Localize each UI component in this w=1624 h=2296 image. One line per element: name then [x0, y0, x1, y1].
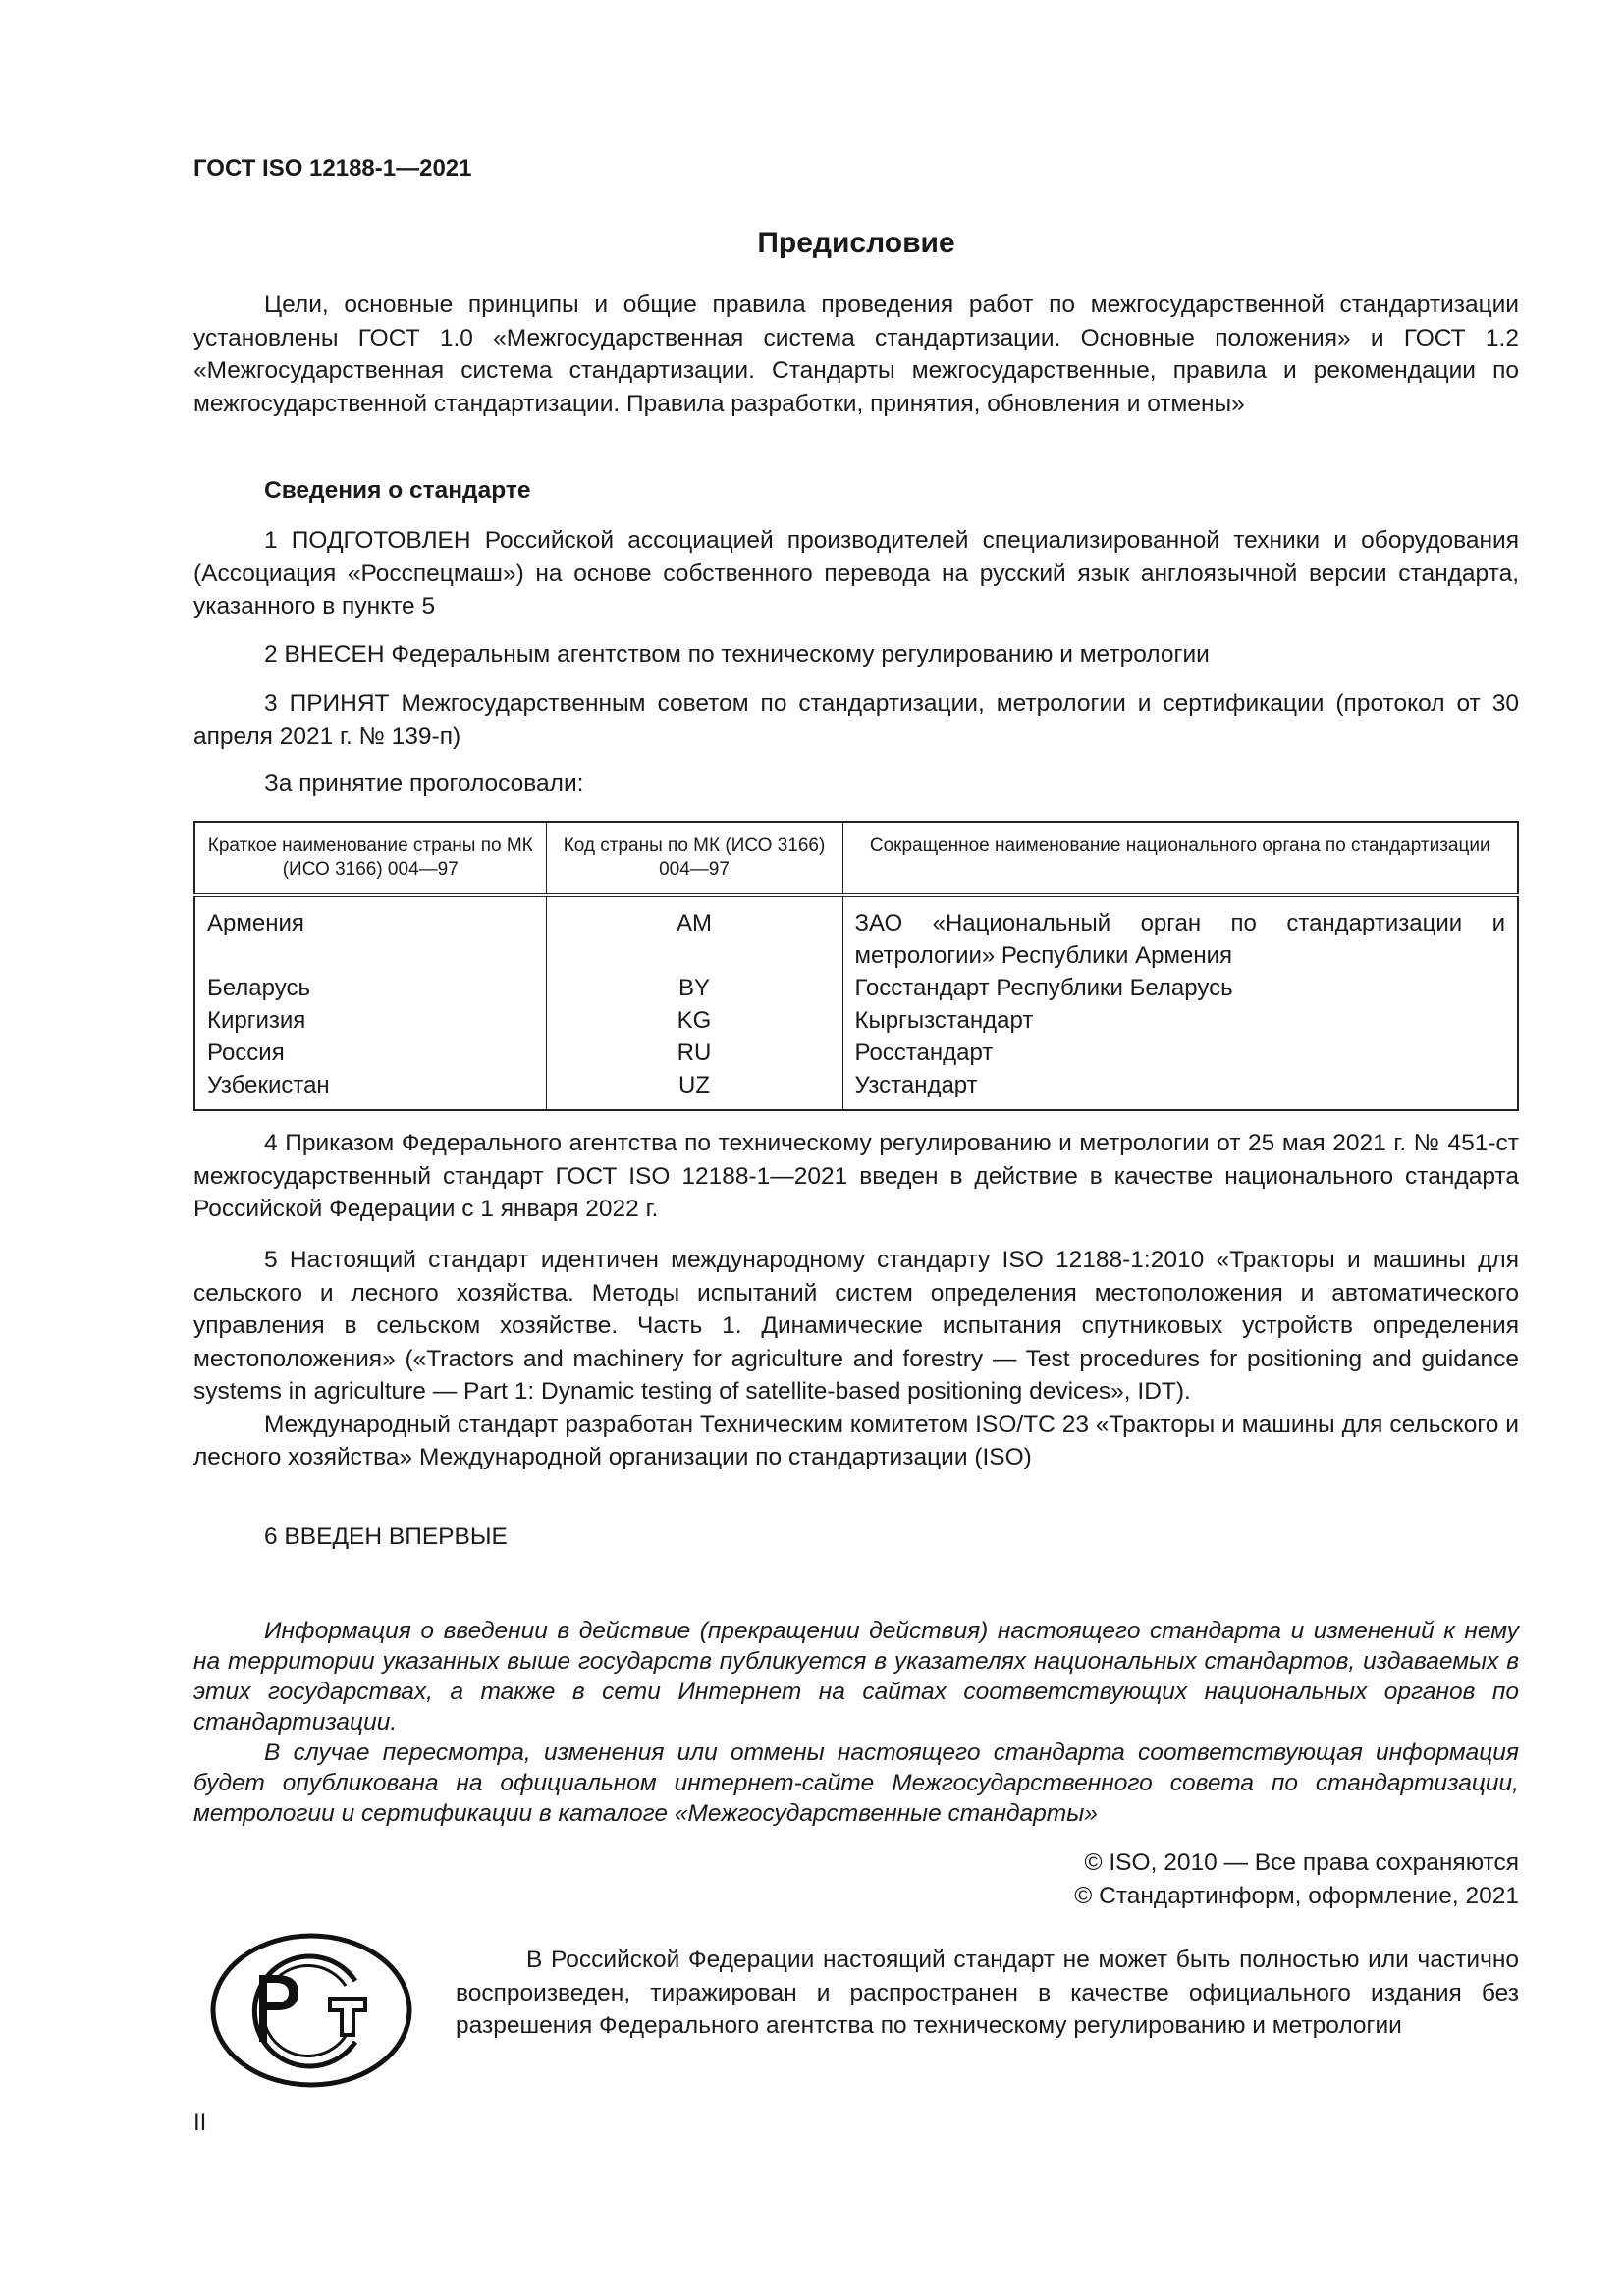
item-2	[193, 638, 1519, 671]
table-header: Краткое наименование страны по МК (ИСО 3166) 004—97	[194, 822, 546, 895]
item-3-text: 3 ПРИНЯТ Межгосударственным советом по стандартизации, метрологии и сертификации (протокол от 30 апреля 2021 г. № 139-п)	[193, 690, 1519, 750]
copyright-publisher: © Стандартинформ, оформление, 2021	[1074, 1882, 1519, 1909]
item-4	[193, 1127, 1519, 1226]
table-row	[194, 1004, 1518, 1037]
item-4-text: 4 Приказом Федерального агентства по техническому регулированию и метрологии от 25 мая 2021 г. № 451-ст межгосударственный стандарт ГОСТ ISO 12188-1—2021 введен в действие в качестве национального стандарта Российской Федерации с 1 января 2022 г.	[193, 1130, 1519, 1222]
item-1-text: 1 ПОДГОТОВЛЕН Российской ассоциацией производителей специализированной техники и оборудования (Ассоциация «Росспецмаш») на основе собственного перевода на русский язык англоязычной версии стандарта, указанного в пункте 5	[193, 527, 1519, 619]
item-5-text: 5 Настоящий стандарт идентичен международному стандарту ISO 12188-1:2010 «Тракторы и машины для сельского и лесного хозяйства. Методы испытаний систем определения местоположения и автоматического управления в сельском хозяйстве. Часть 1. Динамические испытания спутниковых устройств определения местоположения» («Tractors and machinery for agriculture and forestry — Test procedures for positioning and guidance systems in agriculture — Part 1: Dynamic testing of satellite-based positioning devices», IDT).	[193, 1247, 1519, 1405]
table-row	[194, 972, 1518, 1004]
body-cell: Кыргызстандарт	[842, 1004, 1518, 1037]
notice-1: Информация о введении в действие (прекращении действия) настоящего стандарта и изменений к нему на территории указанных выше государств публикуется в указателях национальных стандартов, издаваемых в этих государствах, а также в сети Интернет на сайтах соответствующих национальных органов по стандартизации.	[193, 1618, 1519, 1735]
page-number: II	[193, 2109, 207, 2136]
item-5	[193, 1244, 1519, 1474]
item-6	[193, 1521, 1519, 1554]
notice	[193, 1616, 1519, 1829]
item-6-text: 6 ВВЕДЕН ВПЕРВЫЕ	[264, 1523, 508, 1550]
reproduction-notice-text: В Российской Федерации настоящий стандарт не может быть полностью или частично воспроизведен, тиражирован и распространен в качестве официального издания без разрешения Федерального агентства по техническому регулированию и метрологии	[456, 1947, 1519, 2039]
table-row	[194, 1069, 1518, 1110]
voting-table	[193, 821, 1519, 1111]
body-cell: ЗАО «Национальный орган по стандартизации и метрологии» Республики Армения	[842, 895, 1518, 972]
body-cell: Узстандарт	[842, 1069, 1518, 1110]
rst-logo-icon	[208, 1932, 414, 2089]
item-3	[193, 687, 1519, 753]
copyright	[193, 1846, 1519, 1912]
table-header-row	[194, 822, 1518, 895]
voted-label	[193, 768, 1519, 801]
intro-text: Цели, основные принципы и общие правила проведения работ по межгосударственной стандартизации установлены ГОСТ 1.0 «Межгосударственная система стандартизации. Основные положения» и ГОСТ 1.2 «Межгосударственная система стандартизации. Стандарты межгосударственные, правила и рекомендации по межгосударственной стандартизации. Правила разработки, принятия, обновления и отмены»	[193, 292, 1519, 417]
country-cell: Беларусь	[194, 972, 546, 1004]
notice-2: В случае пересмотра, изменения или отмены настоящего стандарта соответствующая информация будет опубликована на официальном интернет-сайте Межгосударственного совета по стандартизации, метрологии и сертификации в каталоге «Межгосударственные стандарты»	[193, 1739, 1519, 1827]
code-cell: RU	[546, 1037, 842, 1069]
code-cell: UZ	[546, 1069, 842, 1110]
body-cell: Госстандарт Республики Беларусь	[842, 972, 1518, 1004]
section-heading: Сведения о стандарте	[264, 477, 531, 504]
page-title: Предисловие	[757, 227, 955, 259]
item-1	[193, 524, 1519, 623]
copyright-iso: © ISO, 2010 — Все права сохраняются	[1084, 1849, 1519, 1876]
country-cell: Армения	[194, 895, 546, 972]
country-cell: Узбекистан	[194, 1069, 546, 1110]
table-header: Сокращенное наименование национального органа по стандартизации	[842, 822, 1518, 895]
item-5b-text: Международный стандарт разработан Техническим комитетом ISO/TC 23 «Тракторы и машины для сельского и лесного хозяйства» Международной организации по стандартизации (ISO)	[193, 1411, 1519, 1470]
code-cell: AM	[546, 895, 842, 972]
table-row	[194, 1037, 1518, 1069]
reproduction-notice	[456, 1944, 1519, 2043]
country-cell: Россия	[194, 1037, 546, 1069]
table-header: Код страны по МК (ИСО 3166) 004—97	[546, 822, 842, 895]
code-cell: KG	[546, 1004, 842, 1037]
table-row	[194, 895, 1518, 972]
country-cell: Киргизия	[194, 1004, 546, 1037]
item-2-text: 2 ВНЕСЕН Федеральным агентством по техническому регулированию и метрологии	[264, 641, 1210, 667]
code-cell: BY	[546, 972, 842, 1004]
document-header: ГОСТ ISO 12188-1—2021	[193, 155, 472, 182]
voted-text: За принятие проголосовали:	[264, 771, 584, 797]
intro-paragraph	[193, 289, 1519, 420]
body-cell: Росстандарт	[842, 1037, 1518, 1069]
